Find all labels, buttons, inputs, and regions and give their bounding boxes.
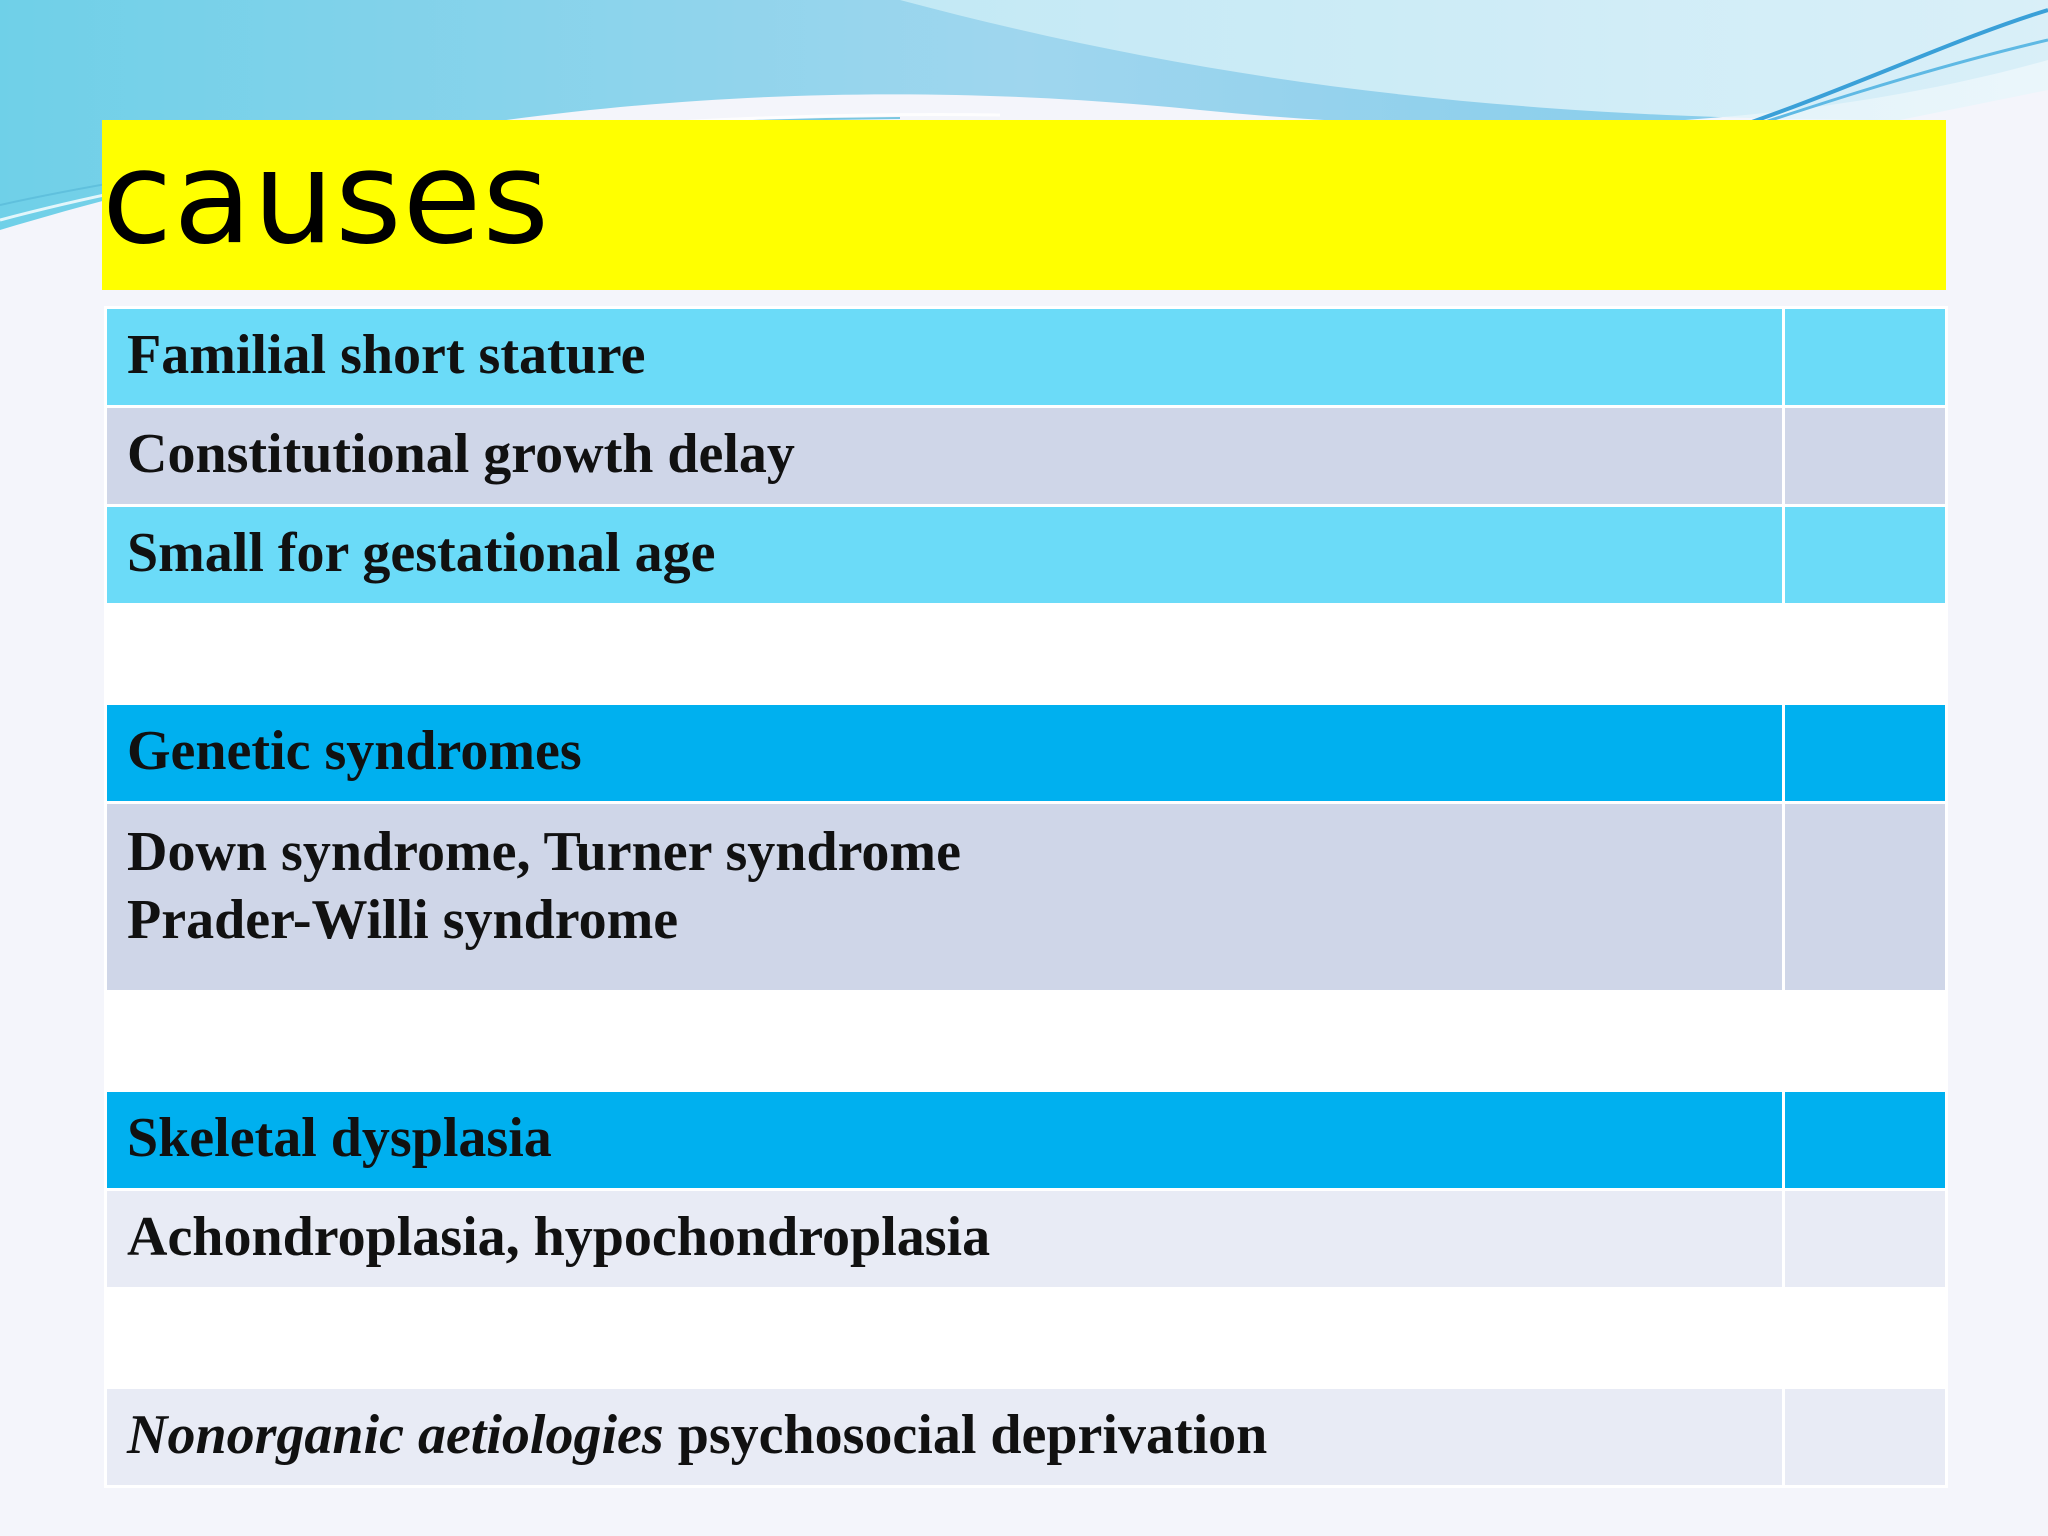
table-side-cell — [1784, 1289, 1947, 1388]
table-row-header — [106, 704, 1947, 803]
table-cell — [106, 407, 1784, 506]
table-row-spacer — [106, 605, 1947, 704]
table-cell — [106, 1091, 1784, 1190]
cause-label — [127, 1389, 1782, 1469]
table-row — [106, 1190, 1947, 1289]
slide-title: causes — [102, 124, 551, 273]
table-row-spacer — [106, 1289, 1947, 1388]
table-cell — [106, 992, 1784, 1091]
table-side-cell — [1784, 605, 1947, 704]
table-side-cell — [1784, 308, 1947, 407]
table-side-cell — [1784, 1190, 1947, 1289]
table-row — [106, 803, 1947, 992]
table-side-cell — [1784, 506, 1947, 605]
table-row — [106, 407, 1947, 506]
table-side-cell — [1784, 803, 1947, 992]
cause-label: Achondroplasia, hypochondroplasia — [127, 1206, 991, 1268]
table-row — [106, 506, 1947, 605]
table-cell — [106, 803, 1784, 992]
cause-label: Constitutional growth delay — [127, 423, 795, 485]
table-row — [106, 308, 1947, 407]
category-heading: Skeletal dysplasia — [127, 1107, 552, 1169]
cause-rest: psychosocial deprivation — [663, 1404, 1268, 1466]
table-side-cell — [1784, 1388, 1947, 1487]
table-cell — [106, 1190, 1784, 1289]
table-side-cell — [1784, 407, 1947, 506]
table-cell — [106, 1289, 1784, 1388]
table-cell — [106, 605, 1784, 704]
table-row — [106, 1388, 1947, 1487]
table-row-header — [106, 1091, 1947, 1190]
cause-line: Prader-Willi syndrome — [127, 889, 679, 951]
table-side-cell — [1784, 992, 1947, 1091]
category-heading: Genetic syndromes — [127, 720, 582, 782]
table-side-cell — [1784, 1091, 1947, 1190]
table-cell — [106, 1388, 1784, 1487]
table-cell — [106, 308, 1784, 407]
italic-term: Nonorganic aetiologies — [127, 1404, 664, 1466]
cause-line: Down syndrome, Turner syndrome — [127, 821, 961, 883]
table-row-spacer — [106, 992, 1947, 1091]
table-side-cell — [1784, 704, 1947, 803]
title-banner — [102, 120, 1946, 290]
table-cell — [106, 506, 1784, 605]
causes-table — [104, 306, 1948, 1488]
cause-label: Familial short stature — [127, 324, 646, 386]
table-cell — [106, 704, 1784, 803]
cause-label: Small for gestational age — [127, 522, 716, 584]
